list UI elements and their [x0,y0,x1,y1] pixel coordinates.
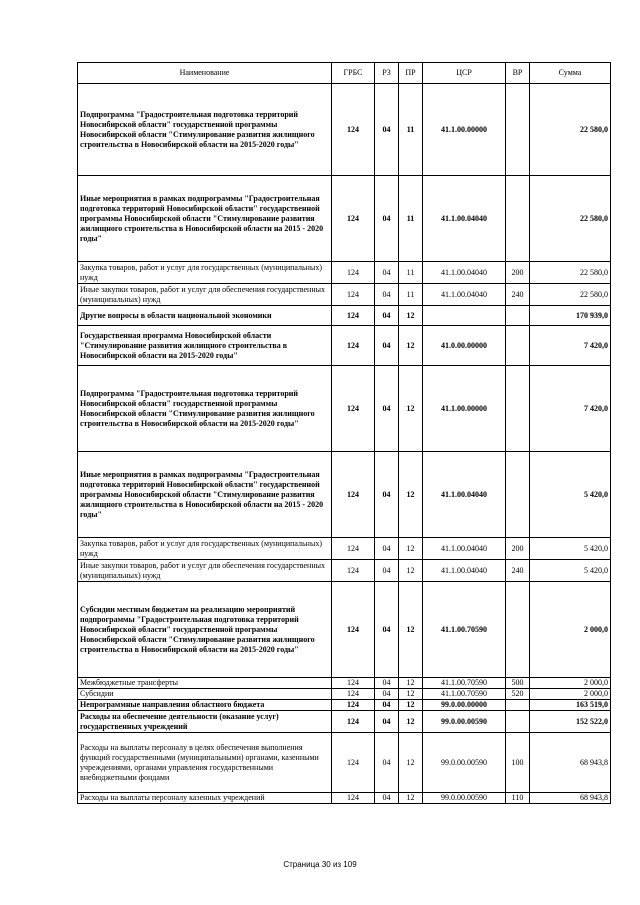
table-row [78,700,611,711]
row-rz: 04 [375,678,399,689]
row-vr: 500 [506,678,530,689]
row-sum: 68 943,8 [530,793,611,804]
page-footer: Страница 30 из 109 [283,860,357,869]
row-rz: 04 [375,689,399,700]
row-vr [506,452,530,538]
row-pr: 11 [399,262,423,284]
row-pr: 12 [399,700,423,711]
row-csr: 41.1.00.04040 [423,284,506,306]
row-sum: 2 000,0 [530,689,611,700]
row-pr: 11 [399,176,423,262]
row-vr: 200 [506,538,530,560]
row-pr: 12 [399,452,423,538]
row-name: Иные закупки товаров, работ и услуг для обеспечения государственных (муниципальных) нужд [78,284,332,306]
row-vr [506,84,530,176]
table-row [78,84,611,176]
row-vr [506,326,530,366]
row-grbs: 124 [332,700,375,711]
row-sum: 22 580,0 [530,176,611,262]
row-pr: 12 [399,733,423,793]
row-rz: 04 [375,306,399,326]
row-rz: 04 [375,326,399,366]
row-csr: 41.1.00.70590 [423,582,506,678]
row-vr: 520 [506,689,530,700]
row-vr: 110 [506,793,530,804]
row-sum: 5 420,0 [530,560,611,582]
row-rz: 04 [375,84,399,176]
row-vr: 200 [506,262,530,284]
row-csr: 41.1.00.04040 [423,560,506,582]
row-grbs: 124 [332,582,375,678]
row-csr: 41.1.00.04040 [423,452,506,538]
row-name: Расходы на выплаты персоналу казенных учреждений [78,793,332,804]
row-sum: 22 580,0 [530,262,611,284]
row-sum: 22 580,0 [530,84,611,176]
row-name: Другие вопросы в области национальной экономики [78,306,332,326]
row-rz: 04 [375,700,399,711]
table-row [78,678,611,689]
row-vr [506,582,530,678]
row-sum: 7 420,0 [530,326,611,366]
row-pr: 12 [399,366,423,452]
row-rz: 04 [375,711,399,733]
row-name: Подпрограмма "Градостроительная подготовка территорий Новосибирской области" государственной программы Новосибирской области "Стимулирование развития жилищного строительства в Новосибирской области на 2015-2020 годы" [78,84,332,176]
row-name: Субсидии местным бюджетам на реализацию мероприятий подпрограммы "Градостроительная подготовка территорий Новосибирской области" государственной программы Новосибирской области "Стимулирование развития жилищного строительства в Новосибирской области на 2015-2020 годы" [78,582,332,678]
table-row [78,538,611,560]
col-header-vr: ВР [506,63,530,84]
table-row [78,366,611,452]
row-grbs: 124 [332,84,375,176]
row-grbs: 124 [332,793,375,804]
row-rz: 04 [375,582,399,678]
row-sum: 5 420,0 [530,538,611,560]
table-row [78,306,611,326]
row-csr: 41.1.00.04040 [423,538,506,560]
row-grbs: 124 [332,284,375,306]
row-sum: 5 420,0 [530,452,611,538]
row-rz: 04 [375,538,399,560]
row-csr: 99.0.00.00000 [423,700,506,711]
row-csr: 99.0.00.00590 [423,793,506,804]
row-pr: 12 [399,538,423,560]
row-rz: 04 [375,262,399,284]
table-row [78,326,611,366]
row-csr: 41.1.00.70590 [423,689,506,700]
row-grbs: 124 [332,711,375,733]
budget-table [77,62,611,804]
row-grbs: 124 [332,366,375,452]
table-row [78,560,611,582]
row-csr: 41.1.00.00000 [423,84,506,176]
row-rz: 04 [375,452,399,538]
row-csr: 41.0.00.00000 [423,326,506,366]
row-vr [506,306,530,326]
row-name: Подпрограмма "Градостроительная подготовка территорий Новосибирской области" государственной программы Новосибирской области "Стимулирование развития жилищного строительства в Новосибирской области на 2015-2020 годы" [78,366,332,452]
col-header-pr: ПР [399,63,423,84]
row-rz: 04 [375,793,399,804]
row-name: Расходы на обеспечение деятельности (оказание услуг) государственных учреждений [78,711,332,733]
row-name: Закупка товаров, работ и услуг для государственных (муниципальных) нужд [78,262,332,284]
col-header-rz: РЗ [375,63,399,84]
row-name: Иные мероприятия в рамках подпрограммы "Градостроительная подготовка территорий Новосибирской области" государственной программы Новосибирской области "Стимулирование развития жилищного строительства в Новосибирской области на 2015 - 2020 годы" [78,452,332,538]
table-row [78,262,611,284]
row-grbs: 124 [332,733,375,793]
table-row [78,711,611,733]
table-row [78,793,611,804]
row-sum: 22 580,0 [530,284,611,306]
row-rz: 04 [375,560,399,582]
row-name: Субсидии [78,689,332,700]
row-vr: 100 [506,733,530,793]
row-pr: 12 [399,793,423,804]
row-grbs: 124 [332,452,375,538]
row-grbs: 124 [332,306,375,326]
row-csr: 41.1.00.00000 [423,366,506,452]
table-row [78,452,611,538]
row-pr: 12 [399,560,423,582]
row-vr [506,366,530,452]
row-name: Иные мероприятия в рамках подпрограммы "Градостроительная подготовка территорий Новосибирской области" государственной программы Новосибирской области "Стимулирование развития жилищного строительства в Новосибирской области на 2015 - 2020 годы" [78,176,332,262]
row-name: Расходы на выплаты персоналу в целях обеспечения выполнения функций государственными (муниципальными) органами, казенными учреждениями, органами управления государственными внебюджетными фондами [78,733,332,793]
row-csr: 41.1.00.04040 [423,176,506,262]
row-pr: 12 [399,582,423,678]
row-sum: 68 943,8 [530,733,611,793]
row-pr: 12 [399,711,423,733]
row-csr: 99.0.00.00590 [423,711,506,733]
table-row [78,689,611,700]
row-pr: 12 [399,678,423,689]
row-vr [506,700,530,711]
row-grbs: 124 [332,538,375,560]
row-grbs: 124 [332,326,375,366]
row-name: Иные закупки товаров, работ и услуг для обеспечения государственных (муниципальных) нужд [78,560,332,582]
row-name: Закупка товаров, работ и услуг для государственных (муниципальных) нужд [78,538,332,560]
row-pr: 11 [399,284,423,306]
table-row [78,733,611,793]
row-vr [506,711,530,733]
row-sum: 2 000,0 [530,678,611,689]
row-sum: 2 000,0 [530,582,611,678]
row-pr: 12 [399,306,423,326]
table-row [78,176,611,262]
row-csr: 41.1.00.04040 [423,262,506,284]
row-grbs: 124 [332,689,375,700]
row-rz: 04 [375,733,399,793]
row-grbs: 124 [332,678,375,689]
row-name: Межбюджетные трансферты [78,678,332,689]
row-rz: 04 [375,366,399,452]
row-sum: 152 522,0 [530,711,611,733]
table-row [78,284,611,306]
row-grbs: 124 [332,176,375,262]
col-header-grbs: ГРБС [332,63,375,84]
row-grbs: 124 [332,560,375,582]
row-vr: 240 [506,284,530,306]
row-pr: 12 [399,689,423,700]
col-header-csr: ЦСР [423,63,506,84]
row-csr [423,306,506,326]
table-header-row [78,63,611,84]
row-pr: 11 [399,84,423,176]
row-sum: 7 420,0 [530,366,611,452]
table-row [78,582,611,678]
row-rz: 04 [375,176,399,262]
row-csr: 99.0.00.00590 [423,733,506,793]
table-body [78,84,611,804]
row-pr: 12 [399,326,423,366]
row-sum: 163 519,0 [530,700,611,711]
row-name: Непрограммные направления областного бюджета [78,700,332,711]
row-rz: 04 [375,284,399,306]
row-grbs: 124 [332,262,375,284]
row-name: Государственная программа Новосибирской области "Стимулирование развития жилищного строительства в Новосибирской области на 2015-2020 годы" [78,326,332,366]
col-header-name: Наименование [78,63,332,84]
row-csr: 41.1.00.70590 [423,678,506,689]
row-sum: 170 939,0 [530,306,611,326]
row-vr [506,176,530,262]
col-header-sum: Сумма [530,63,611,84]
row-vr: 240 [506,560,530,582]
